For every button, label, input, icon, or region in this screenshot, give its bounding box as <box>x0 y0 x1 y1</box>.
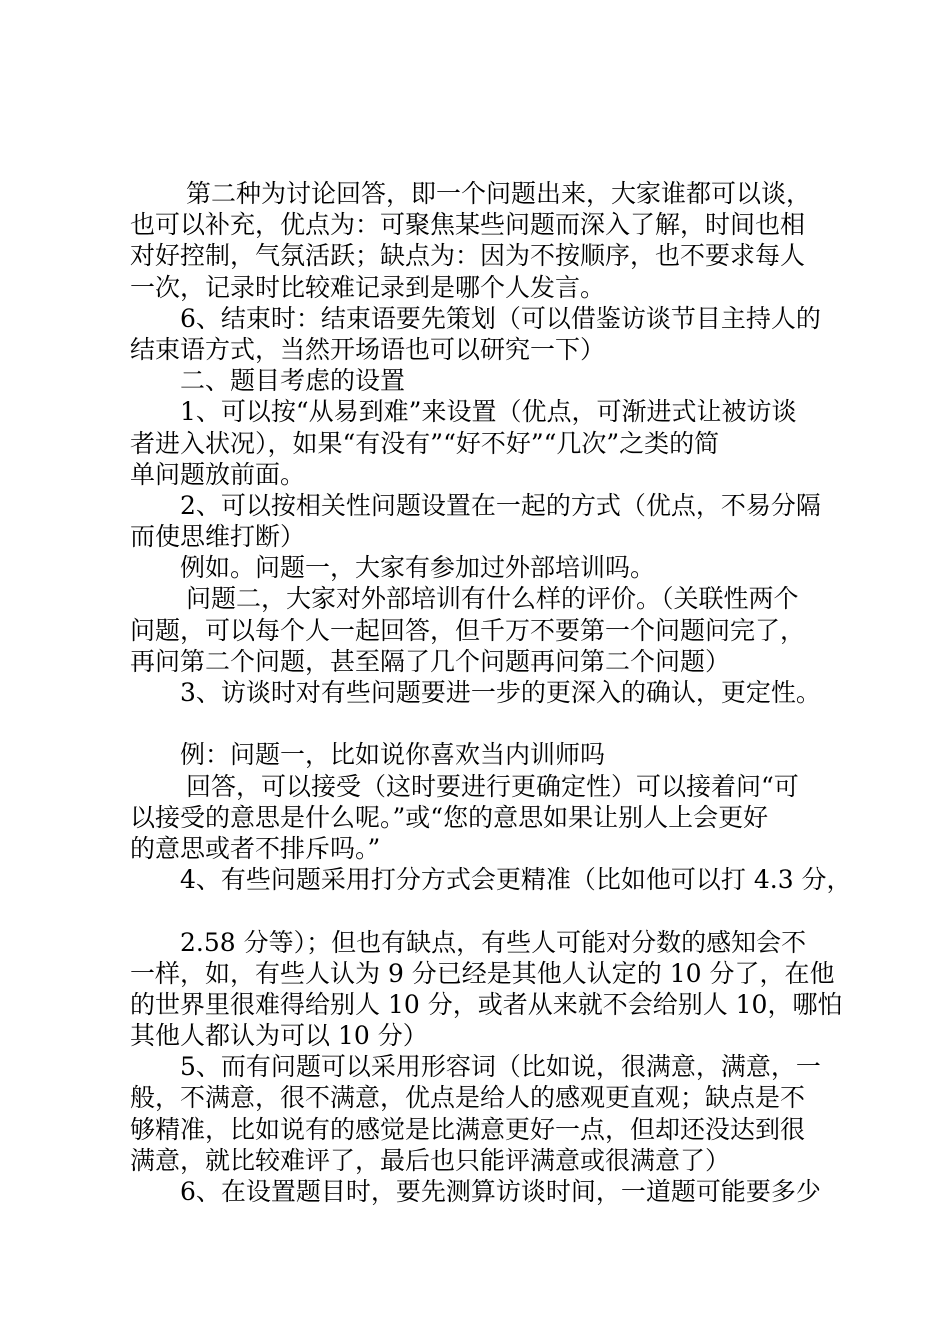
paragraph-line: 的意思或者不排斥吗。” <box>130 833 381 863</box>
paragraph-line: 3、访谈时对有些问题要进一步的更深入的确认，更定性。 <box>180 678 821 707</box>
paragraph-line: 的世界里很难得给别人 10 分，或者从来就不会给别人 10，哪怕 <box>130 989 843 1019</box>
paragraph-line: 4、有些问题采用打分方式会更精准（比如他可以打 4.3 分， <box>180 865 852 895</box>
paragraph-line: 也可以补充，优点为：可聚焦某些问题而深入了解，时间也相 <box>130 210 806 240</box>
paragraph-line: 以接受的意思是什么呢。”或“您的意思如果让别人上会更好 <box>130 802 769 832</box>
blank-line <box>130 895 830 926</box>
paragraph-line: 满意，就比较难评了，最后也只能评满意或很满意了） <box>130 1145 731 1175</box>
paragraph-line: 单问题放前面。 <box>130 459 306 489</box>
paragraph-line: 6、结束时：结束语要先策划（可以借鉴访谈节目主持人的 <box>180 303 821 333</box>
paragraph-line: 者进入状况），如果“有没有”“好不好”“几次”之类的简 <box>130 428 720 458</box>
paragraph-line: 2、可以按相关性问题设置在一起的方式（优点，不易分隔 <box>180 490 821 520</box>
paragraph-line: 再问第二个问题，甚至隔了几个问题再问第二个问题） <box>130 646 731 676</box>
paragraph-line: 回答，可以接受（这时要进行更确定性）可以接着问“可 <box>186 771 799 801</box>
paragraph-line: 问题二，大家对外部培训有什么样的评价。（关联性两个 <box>186 584 799 614</box>
paragraph-line: 其他人都认为可以 10 分） <box>130 1021 428 1051</box>
paragraph-line: 一样，如，有些人认为 9 分已经是其他人认定的 10 分了，在他 <box>130 958 835 988</box>
paragraph-line: 6、在设置题目时，要先测算访谈时间，一道题可能要多少 <box>180 1177 821 1206</box>
document-body <box>130 178 852 1207</box>
paragraph-line: 结束语方式，当然开场语也可以研究一下） <box>130 334 606 364</box>
paragraph-line: 2.58 分等）；但也有缺点，有些人可能对分数的感知会不 <box>180 927 807 957</box>
paragraph-line: 例如。问题一，大家有参加过外部培训吗。 <box>180 553 656 583</box>
paragraph-line: 般，不满意，很不满意，优点是给人的感观更直观；缺点是不 <box>130 1083 806 1113</box>
paragraph-line: 够精准，比如说有的感觉是比满意更好一点，但却还没达到很 <box>130 1114 806 1144</box>
blank-line <box>130 708 830 739</box>
paragraph-line: 第二种为讨论回答，即一个问题出来，大家谁都可以谈， <box>186 179 812 208</box>
paragraph-line: 1、可以按“从易到难”来设置（优点，可渐进式让被访谈 <box>180 397 797 427</box>
section-heading: 二、题目考虑的设置 <box>180 366 406 396</box>
paragraph-line: 而使思维打断） <box>130 522 306 552</box>
paragraph-line: 例：问题一，比如说你喜欢当内训师吗 <box>180 740 606 770</box>
paragraph-line: 一次，记录时比较难记录到是哪个人发言。 <box>130 272 606 302</box>
paragraph-line: 问题，可以每个人一起回答，但千万不要第一个问题问完了， <box>130 615 806 645</box>
paragraph-line: 对好控制，气氛活跃；缺点为：因为不按顺序，也不要求每人 <box>130 241 806 271</box>
paragraph-line: 5、而有问题可以采用形容词（比如说，很满意，满意，一 <box>180 1052 821 1082</box>
